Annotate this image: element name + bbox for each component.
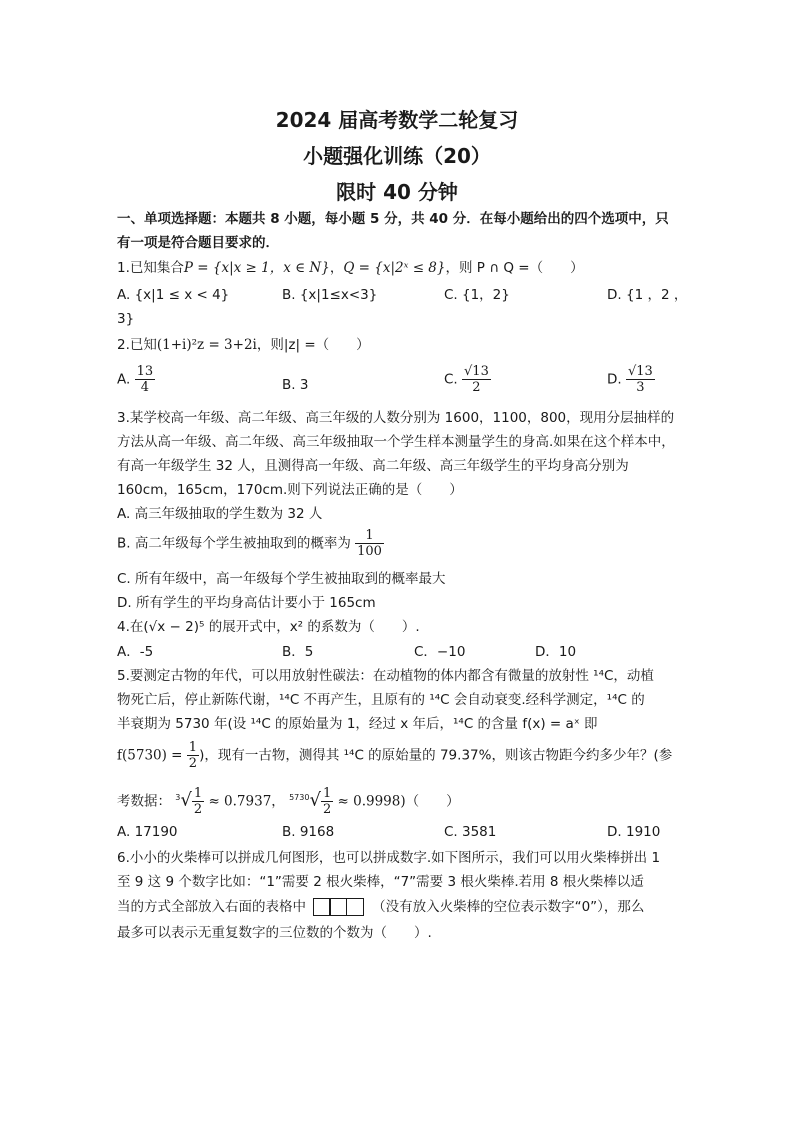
question-2 bbox=[117, 335, 370, 355]
q2-a-fraction: $\frac{13}{4}$ bbox=[136, 364, 154, 395]
q1-set-p: P = {x|x ≥ 1，x ∈ N} bbox=[183, 260, 330, 276]
q6-line2: 至 9 这 9 个数字比如：“1”需要 2 根火柴棒，“7”需要 3 根火柴棒.若用 8 根火柴棒以适 bbox=[117, 874, 644, 890]
q5-line2: 物死亡后，停止新陈代谢，¹⁴C 不再产生，且原有的 ¹⁴C 会自动衰变.经科学测定，¹⁴C 的 bbox=[117, 692, 645, 708]
q2-option-d: D. $\frac{√13}{3}$ bbox=[607, 364, 653, 395]
time-limit: 限时 40 分钟 bbox=[336, 180, 458, 204]
q3-line1: 3.某学校高一年级、高二年级、高三年级的人数分别为 1600，1100，800，现用分层抽样的 bbox=[117, 410, 675, 426]
q1-option-c: C. {1，2} bbox=[444, 287, 510, 303]
q4-option-c: C．−10 bbox=[414, 644, 466, 660]
section-heading-line2: 有一项是符合题目要求的． bbox=[117, 235, 279, 251]
q5-half-fraction: $\frac{1}{2}$ bbox=[188, 740, 198, 771]
exam-subtitle: 小题强化训练（20） bbox=[303, 144, 491, 168]
q5-root2-fraction: $\frac{1}{2}$ bbox=[322, 786, 332, 817]
matchstick-grid bbox=[314, 897, 364, 917]
q4-option-b: B．5 bbox=[282, 644, 314, 660]
q6-line4: 最多可以表示无重复数字的三位数的个数为（ ）. bbox=[117, 925, 432, 941]
q5-line4: f(5730) = $\frac{1}{2}$ )，现有一古物，测得其 ¹⁴C 的原始量的 79.37%，则该古物距今约多少年？(参 bbox=[117, 740, 673, 771]
q3-option-c: C. 所有年级中，高一年级每个学生被抽取到的概率最大 bbox=[117, 571, 446, 587]
q1-option-d-cont: 3} bbox=[117, 311, 135, 327]
q3-option-a: A. 高三年级抽取的学生数为 32 人 bbox=[117, 506, 323, 522]
q5-option-d: D. 1910 bbox=[607, 824, 661, 840]
q1-ask: ，则 P ∩ Q =（ ） bbox=[445, 260, 584, 276]
q2-d-fraction: $\frac{√13}{3}$ bbox=[627, 364, 653, 395]
q2-expr: (1+i)²z = 3+2i bbox=[156, 337, 257, 353]
q2-c-fraction: $\frac{√13}{2}$ bbox=[464, 364, 489, 395]
q5-line1: 5.要测定古物的年代，可以用放射性碳法：在动植物的体内都含有微量的放射性 ¹⁴C，动植 bbox=[117, 668, 654, 684]
q4-option-a: A．-5 bbox=[117, 644, 154, 660]
q3-option-d: D. 所有学生的平均身高估计要小于 165cm bbox=[117, 595, 376, 611]
q5-option-c: C. 3581 bbox=[444, 824, 497, 840]
q3-line2: 方法从高一年级、高二年级、高三年级抽取一个学生样本测量学生的身高.如果在这个样本中， bbox=[117, 434, 675, 450]
q2-ask: ，则|z| =（ ） bbox=[256, 337, 370, 353]
q1-set-q: Q = {x|2ˣ ≤ 8} bbox=[343, 260, 446, 276]
q2-option-c: C. $\frac{√13}{2}$ bbox=[444, 364, 489, 395]
section-heading-line1: 一、单项选择题：本题共 8 小题，每小题 5 分，共 40 分．在每小题给出的四个选项中，只 bbox=[117, 211, 669, 227]
q1-option-d: D. {1 ，2 ， bbox=[607, 287, 688, 303]
q3-b-fraction: $\frac{1}{100}$ bbox=[357, 528, 382, 559]
q5-line3: 半衰期为 5730 年(设 ¹⁴C 的原始量为 1，经过 x 年后，¹⁴C 的含量 f(x) = aˣ 即 bbox=[117, 716, 598, 732]
q1-prefix: 1.已知集合 bbox=[117, 260, 184, 276]
q1-option-b: B. {x|1≤x<3} bbox=[282, 287, 378, 303]
q6-line3: 当的方式全部放入右面的表格中 （没有放入火柴棒的空位表示数字“0”），那么 bbox=[117, 899, 645, 915]
q1-option-a: A. {x|1 ≤ x < 4} bbox=[117, 287, 230, 303]
question-4: 4.在(√x − 2)⁵ 的展开式中，x² 的系数为（ ）. bbox=[117, 619, 420, 635]
question-1 bbox=[117, 258, 584, 278]
exam-title: 2024 届高考数学二轮复习 bbox=[275, 108, 519, 132]
q3-line4: 160cm，165cm，170cm.则下列说法正确的是（ ） bbox=[117, 482, 463, 498]
q2-prefix: 2.已知 bbox=[117, 337, 157, 353]
q6-line1: 6.小小的火柴棒可以拼成几何图形，也可以拼成数字.如下图所示，我们可以用火柴棒拼出 1 bbox=[117, 850, 661, 866]
q5-line5: 考数据： $^3$√ $\frac{1}{2}$ ≈ 0.7937， $^{5730}$√ $\frac{1}{2}$ ≈ 0.9998)（ ） bbox=[117, 786, 460, 817]
q2-option-b: B. 3 bbox=[282, 377, 309, 393]
q3-option-b: B. 高二年级每个学生被抽取到的概率为 $\frac{1}{100}$ bbox=[117, 528, 382, 559]
q3-line3: 有高一年级学生 32 人，且测得高一年级、高二年级、高三年级学生的平均身高分别为 bbox=[117, 458, 629, 474]
q5-root1-fraction: $\frac{1}{2}$ bbox=[193, 786, 203, 817]
q1-sep: ， bbox=[329, 260, 344, 276]
q2-option-a: A. $\frac{13}{4}$ bbox=[117, 364, 154, 395]
q4-option-d: D．10 bbox=[535, 644, 577, 660]
q5-option-b: B. 9168 bbox=[282, 824, 335, 840]
q5-option-a: A. 17190 bbox=[117, 824, 178, 840]
